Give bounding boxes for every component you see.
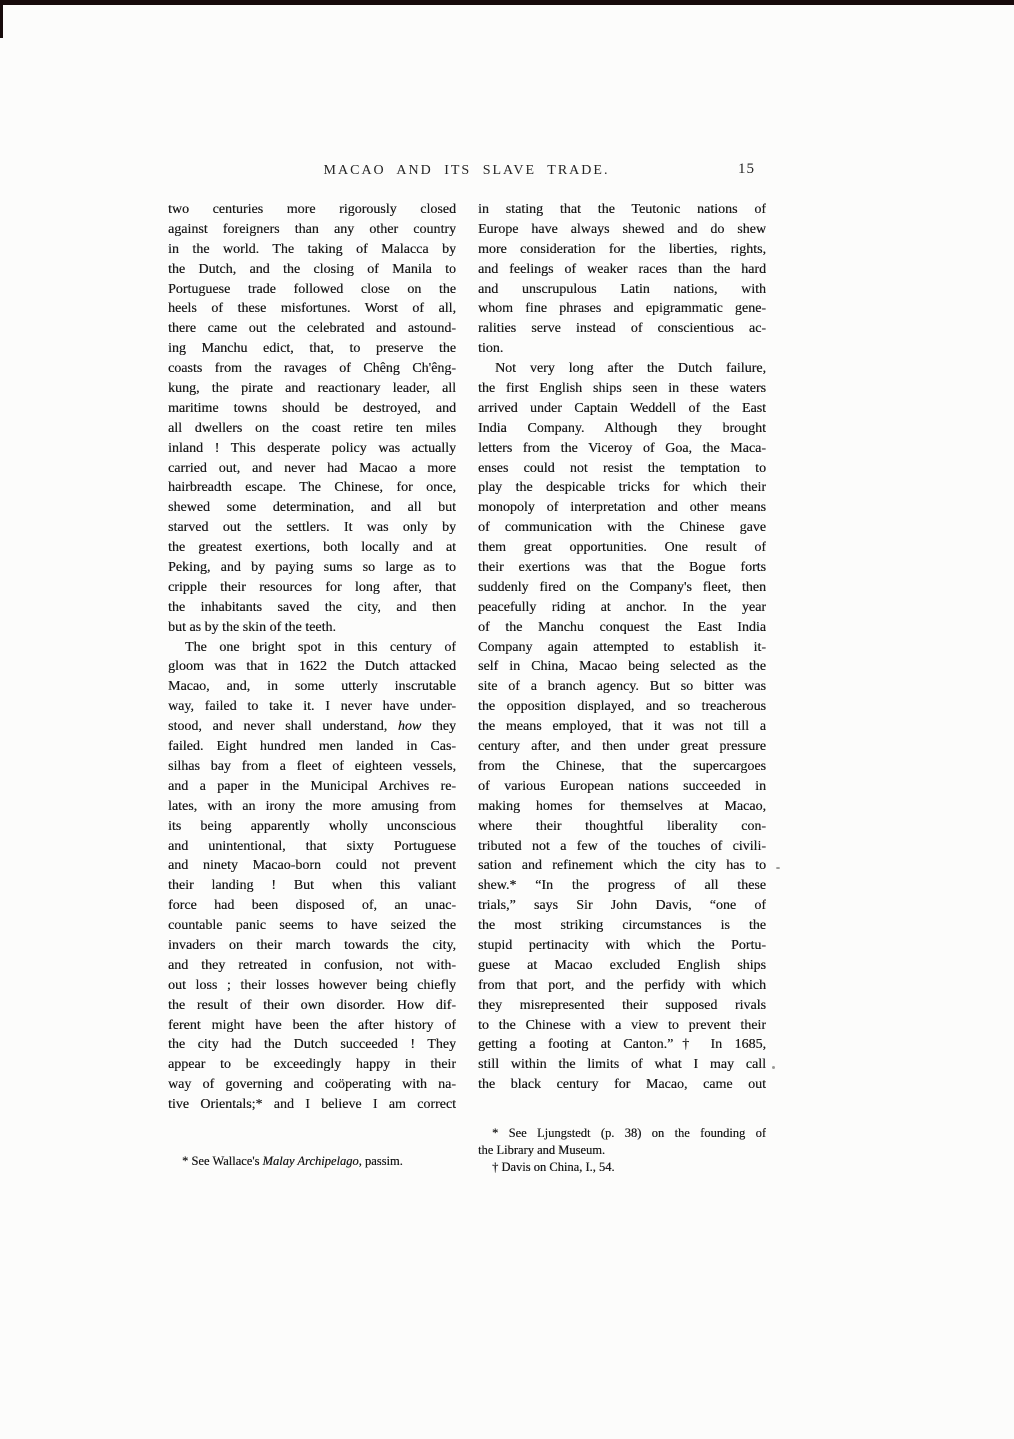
scan-edge-top [0,0,1014,5]
text-line: shew.* “In the progress of all these [478,878,766,894]
text-line: making homes for themselves at Macao, [478,798,766,814]
text-line: play the despicable tricks for which their [478,480,766,496]
text-line: and they retreated in confusion, not with- [168,957,456,973]
text-line: but as by the skin of the teeth. [168,619,336,635]
scan-edge-left [0,0,3,38]
text-line: Europe have always shewed and do shew [478,221,766,237]
left-column-text [168,200,456,1115]
text-line: guese at Macao excluded English ships [478,957,766,973]
text-line: the means employed, that it was not till a [478,719,766,735]
text-line: the city had the Dutch succeeded ! They [168,1037,456,1053]
text-line: silhas bay from a fleet of eighteen vessels, [168,758,456,774]
text-line: Peking, and by paying sums so large as to [168,560,456,576]
text-line: failed. Eight hundred men landed in Cas- [168,739,456,755]
text-line: site of a branch agency. But so bitter was [478,679,766,695]
text-line: two centuries more rigorously closed [168,202,456,217]
footnote-line: † Davis on China, I., 54. [492,1160,615,1175]
text-line: inland ! This desperate policy was actually [168,440,456,456]
text-line: stupid pertinacity with which the Portu- [478,937,766,953]
text-line: the inhabitants saved the city, and then [168,599,456,615]
text-line: heels of these misfortunes. Worst of all, [168,301,456,317]
text-line: their exertions was that the Bogue forts [478,560,766,576]
text-line: invaders on their march towards the city, [168,937,456,953]
text-line: lates, with an irony the more amusing from [168,798,456,814]
right-column [478,200,766,1176]
text-line: of the Manchu conquest the East India [478,619,766,635]
text-line: the opposition displayed, and so treacherous [478,699,766,715]
text-line: them great opportunities. One result of [478,540,766,556]
text-line: tributed not a few of the touches of civili- [478,838,766,854]
text-line: the black century for Macao, came out [478,1077,766,1093]
text-line: their landing ! But when this valiant [168,878,456,894]
right-column-footnotes [478,1125,766,1176]
footnote-line: * See Ljungstedt (p. 38) on the founding of [492,1126,766,1141]
text-line: the first English ships seen in these waters [478,381,766,397]
text-line: starved out the settlers. It was only by [168,520,456,536]
text-line: peacefully riding at anchor. In the year [478,599,766,615]
text-line: trials,” says Sir John Davis, “one of [478,898,766,914]
text-line: century after, and then under great pressure [478,739,766,755]
text-line: where their thoughtful liberality con- [478,818,766,834]
text-line: the greatest exertions, both locally and at [168,540,456,556]
text-line: Macao, and, in some utterly inscrutable [168,679,456,695]
text-line: they misrepresented their supposed rivals [478,997,766,1013]
text-line: enses could not resist the temptation to [478,460,766,476]
page-title: MACAO AND ITS SLAVE TRADE. [323,163,610,178]
text-line: maritime towns should be destroyed, and [168,400,456,416]
text-line: countable panic seems to have seized the [168,918,456,934]
text-line: Portuguese trade followed close on the [168,281,456,297]
text-line: Not very long after the Dutch failure, [495,361,766,377]
text-line: the result of their own disorder. How dif- [168,997,456,1013]
text-line: Company again attempted to establish it- [478,639,766,655]
text-line: ing Manchu edict, that, to preserve the [168,341,456,357]
text-line: still within the limits of what I may call [478,1057,766,1073]
left-column-footnotes [168,1153,456,1170]
text-line: of communication with the Chinese gave [478,520,766,536]
text-line: in stating that the Teutonic nations of [478,202,766,217]
scan-speck [772,1066,775,1069]
running-header [168,161,765,179]
text-line: the Dutch, and the closing of Manila to [168,261,456,277]
text-line: tive Orientals;* and I believe I am correct [168,1097,456,1113]
text-line: self in China, Macao being selected as the [478,659,766,675]
page-number: 15 [738,161,755,177]
text-line: ferent might have been the after history of [168,1017,456,1033]
text-line: kung, the pirate and reactionary leader, all [168,381,456,397]
text-line: sation and refinement which the city has to [478,858,766,874]
text-line: and ninety Macao-born could not prevent [168,858,456,874]
text-line: and a paper in the Municipal Archives re- [168,778,456,794]
text-line: force had been disposed of, an unac- [168,898,456,914]
text-line: more consideration for the liberties, rights, [478,241,766,257]
text-line: ralities serve instead of conscientious ac- [478,321,766,337]
text-line: in the world. The taking of Malacca by [168,241,456,257]
text-line: and feelings of weaker races than the hard [478,261,766,277]
text-line: gloom was that in 1622 the Dutch attacked [168,659,456,675]
text-line: letters from the Viceroy of Goa, the Maca- [478,440,766,456]
footnote-line: the Library and Museum. [478,1143,606,1158]
text-line: arrived under Captain Weddell of the East [478,400,766,416]
text-line: cripple their resources for long after, that [168,579,456,595]
text-line: appear to be exceedingly happy in their [168,1057,456,1073]
text-line: the most striking circumstances is the [478,918,766,934]
left-column [168,200,456,1170]
text-line: from the Chinese, that the supercargoes [478,758,766,774]
text-line: The one bright spot in this century of [185,639,456,655]
text-line: way, failed to take it. I never have under- [168,699,456,715]
text-line: way of governing and coöperating with na- [168,1077,456,1093]
text-line: whom fine phrases and epigrammatic gene- [478,301,766,317]
text-line: against foreigners than any other country [168,221,456,237]
text-line: and unintentional, that sixty Portuguese [168,838,456,854]
text-line: all dwellers on the coast retire ten miles [168,420,456,436]
text-line: monopoly of interpretation and other means [478,500,766,516]
text-line: to the Chinese with a view to prevent their [478,1017,766,1033]
text-line: stood, and never shall understand, how they [168,719,456,735]
text-line: there came out the celebrated and astound- [168,321,456,337]
text-line: and unscrupulous Latin nations, with [478,281,766,297]
text-line: India Company. Although they brought [478,420,766,436]
text-line: from that port, and the perfidy with which [478,977,766,993]
scan-speck [776,867,780,869]
text-line: out loss ; their losses however being chiefly [168,977,456,993]
text-line: coasts from the ravages of Chêng Ch'êng- [168,361,456,377]
text-line: its being apparently wholly unconscious [168,818,456,834]
right-column-text [478,200,766,1095]
text-line: of various European nations succeeded in [478,778,766,794]
text-line: suddenly fired on the Company's fleet, then [478,579,766,595]
text-line: hairbreadth escape. The Chinese, for once, [168,480,456,496]
footnote-line: * See Wallace's Malay Archipelago, passim. [182,1153,403,1168]
text-line: tion. [478,341,504,357]
text-line: shewed some determination, and all but [168,500,456,516]
text-line: carried out, and never had Macao a more [168,460,456,476]
text-line: getting a footing at Canton.”† In 1685, [478,1037,766,1053]
